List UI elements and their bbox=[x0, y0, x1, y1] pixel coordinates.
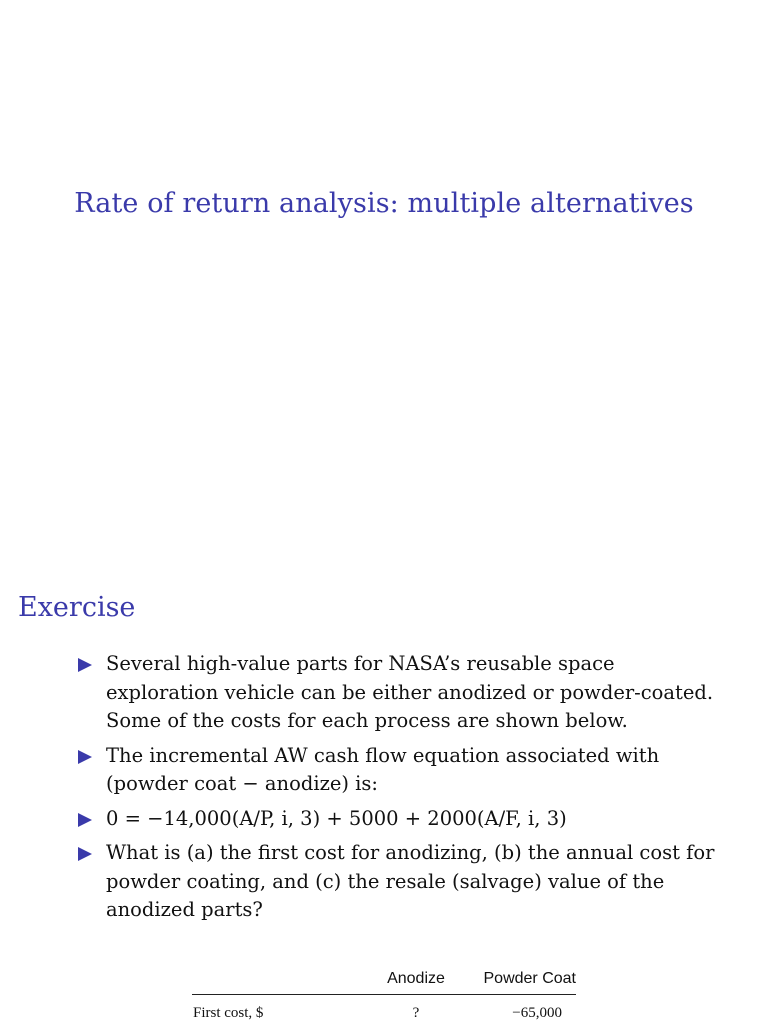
bullet-text: What is (a) the first cost for anodizing, (b) the annual cost for powder coating, and (c) the resale (salvage) value of the anodized parts? bbox=[106, 841, 715, 921]
slide-title: Rate of return analysis: multiple alternatives bbox=[74, 188, 694, 219]
triangle-bullet-icon bbox=[78, 658, 92, 672]
triangle-bullet-icon bbox=[78, 847, 92, 861]
table-row-label: First cost, $ bbox=[193, 1005, 264, 1021]
bullet-item bbox=[78, 839, 718, 925]
bullet-text: The incremental AW cash flow equation associated with (powder coat − anodize) is: bbox=[106, 743, 660, 795]
equation-text: 0 = −14,000(A/P, i, 3) + 5000 + 2000(A/F, i, 3) bbox=[106, 806, 567, 830]
cost-table bbox=[192, 968, 576, 1023]
bullet-item bbox=[78, 650, 718, 736]
bullet-item bbox=[78, 805, 718, 834]
bullet-item bbox=[78, 742, 718, 799]
table-cell-powder-coat: −65,000 bbox=[512, 1005, 562, 1021]
table-cell-anodize: ? bbox=[412, 1005, 420, 1021]
bullet-list bbox=[78, 650, 718, 931]
frame-title: Exercise bbox=[18, 592, 136, 623]
triangle-bullet-icon bbox=[78, 813, 92, 827]
bullet-text: Several high-value parts for NASA’s reusable space exploration vehicle can be either anodized or powder-coated. Some of the costs for each process are shown below. bbox=[106, 652, 714, 732]
table-header-powder-coat: Powder Coat bbox=[464, 968, 576, 995]
triangle-bullet-icon bbox=[78, 750, 92, 764]
table-header-anodize: Anodize bbox=[368, 968, 464, 995]
table-header-row bbox=[192, 968, 576, 995]
table-header-blank bbox=[192, 968, 368, 995]
table-row bbox=[192, 995, 576, 1024]
